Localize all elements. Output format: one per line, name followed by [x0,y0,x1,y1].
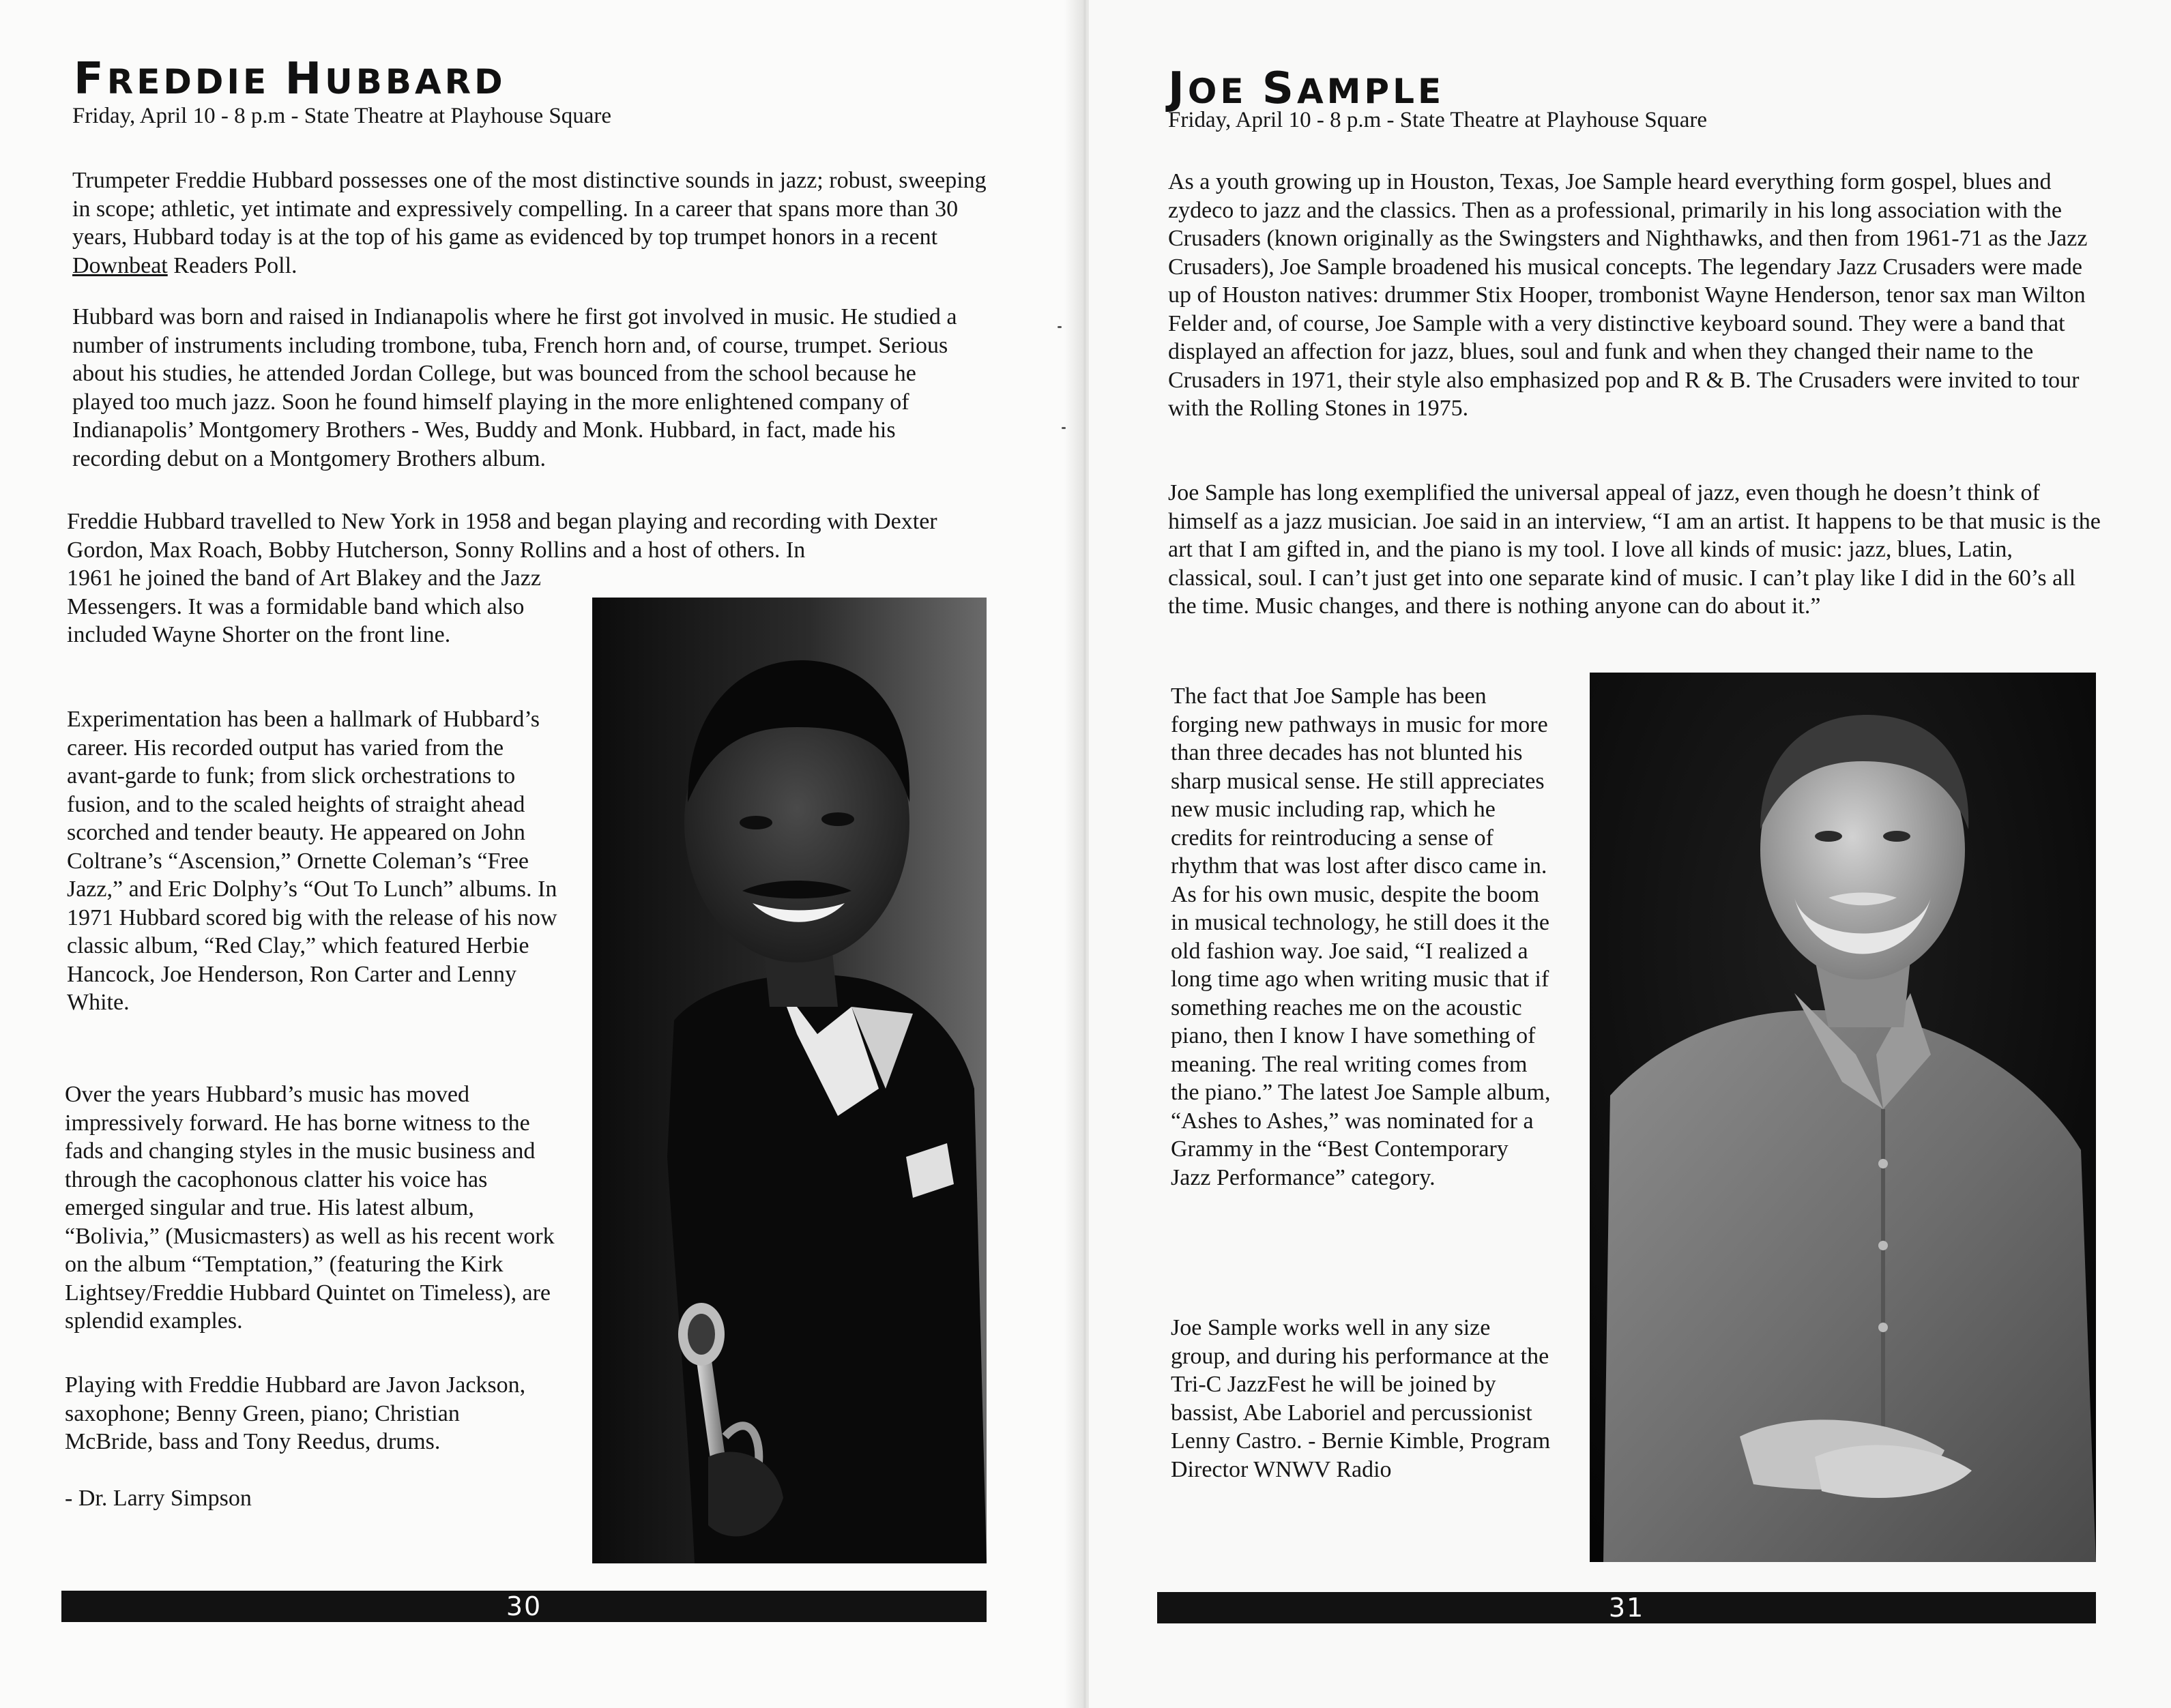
paragraph-new-york: Freddie Hubbard travelled to New York in 1958 and began playing and recording with Dexter Gordon, Max Roach, Bobby Hutcherson, Sonny Rollins and a host of others. In [67,509,937,563]
event-subtitle: Friday, April 10 - 8 p.m - State Theatre at Playhouse Square [72,104,612,128]
print-speck [1058,326,1062,328]
paragraph-universal-appeal: Joe Sample has long exemplified the universal appeal of jazz, even though he doesn’t think of himself as a jazz musician. Joe said in an interview, “I am an artist. It happens to be that music is the art that I am gifted in, and the piano is my tool. I love all kinds of music: jazz, blues, Latin, classical, soul. I can’t just get into one separate kind of music. I can’t play like I did in the 60’s all the time. Music changes, and there is nothing anyone can do about it.” [1168,480,2101,619]
freddie-hubbard-photo [592,598,987,1563]
right-page [1089,0,2171,1708]
paragraph-pathways: The fact that Joe Sample has been forging new pathways in music for more than three decades has not blunted his sharp musical sense. He still appreciates new music including rap, which he credits for reintroducing a sense of rhythm that was lost after disco came in. As for his own music, despite the boom in musical technology, he still does it the old fashion way. Joe said, “I realized a long time ago when writing music that if something reaches me on the acoustic piano, then I know I have something of meaning. The real writing comes from the piano.” The latest Joe Sample album, “Ashes to Ashes,” was nominated for a Grammy in the “Best Contemporary Jazz Performance” category. [1171,683,1551,1190]
print-speck [1062,427,1066,429]
left-page [0,0,1082,1708]
paragraph-youth: As a youth growing up in Houston, Texas, Joe Sample heard everything form gospel, blues and zydeco to jazz and the classics. Then as a professional, primarily in his long association with the Crusaders (known originally as the Swingsters and Nighthawks, and then from 1961-71 as the Jazz Crusaders), Joe Sample broadened his musical concepts. The legendary Jazz Crusaders were made up of Houston natives: drummer Stix Hooper, trombonist Wayne Henderson, tenor sax man Wilton Felder and, of course, Joe Sample with a very distinctive keyboard sound. They were a band that displayed an affection for jazz, blues, soul and funk and when they changed their name to the Crusaders in 1971, their style also emphasized pop and R & B. The Crusaders were invited to tour with the Rolling Stones in 1975. [1168,169,2088,421]
paragraph-forward: Over the years Hubbard’s music has moved impressively forward. He has borne witness to the fads and changing styles in the music business and through the cacophonous clatter his voice has emerged singular and true. His latest album, “Bolivia,” (Musicmasters) as well as his recent work on the album “Temptation,” (featuring the Kirk Lightsey/Freddie Hubbard Quintet on Timeless), are splendid examples. [65,1082,555,1334]
page-number: 31 [1608,1593,1645,1623]
author-signature: - Dr. Larry Simpson [65,1486,252,1511]
page-number: 30 [506,1591,542,1621]
paragraph-early-life: Hubbard was born and raised in Indianapolis where he first got involved in music. He studied a number of instruments including trombone, tuba, French horn and, of course, trumpet. Serious about his studies, he attended Jordan College, but was bounced from the school because he played too much jazz. Soon he found himself playing in the more enlightened company of Indianapolis’ Montgomery Brothers - Wes, Buddy and Monk. Hubbard, in fact, made his recording debut on a Montgomery Brothers album. [72,304,957,471]
paragraph-band: Playing with Freddie Hubbard are Javon Jackson, saxophone; Benny Green, piano; Christian McBride, bass and Tony Reedus, drums. [65,1372,526,1454]
event-subtitle: Friday, April 10 - 8 p.m - State Theatre at Playhouse Square [1168,108,1708,132]
paragraph-performance: Joe Sample works well in any size group, and during his performance at the Tri-C JazzFest he will be joined by bassist, Abe Laboriel and percussionist Lenny Castro. - Bernie Kimble, Program Director WNWV Radio [1171,1315,1551,1482]
paragraph-experimentation: Experimentation has been a hallmark of Hubbard’s career. His recorded output has varied from the avant-garde to funk; from slick orchestrations to fusion, and to the scaled heights of straight ahead scorched and tender beauty. He appeared on John Coltrane’s “Ascension,” Ornette Coleman’s “Free Jazz,” and Eric Dolphy’s “Out To Lunch” albums. In 1971 Hubbard scored big with the release of his now classic album, “Red Clay,” which featured Herbie Hancock, Joe Henderson, Ron Carter and Lenny White. [67,707,557,1015]
paragraph-intro: Trumpeter Freddie Hubbard possesses one of the most distinctive sounds in jazz; robust, sweeping in scope; athletic, yet intimate and expressively compelling. In a career that spans more than 30 years, Hubbard today is at the top of his game as evidenced by top trumpet honors in a recent Downbeat Readers Poll. [72,168,987,278]
downbeat-reference: Downbeat [72,252,168,278]
page-footer-bar [61,1591,987,1622]
page-title-freddie-hubbard: FREDDIE HUBBARD [74,54,506,104]
paragraph-jazz-messengers: 1961 he joined the band of Art Blakey and the Jazz Messengers. It was a formidable band which also included Wayne Shorter on the front line. [67,565,541,647]
page-title-joe-sample: JOE SAMPLE [1168,63,1445,114]
page-footer-bar [1157,1592,2096,1623]
joe-sample-photo [1590,673,2096,1562]
